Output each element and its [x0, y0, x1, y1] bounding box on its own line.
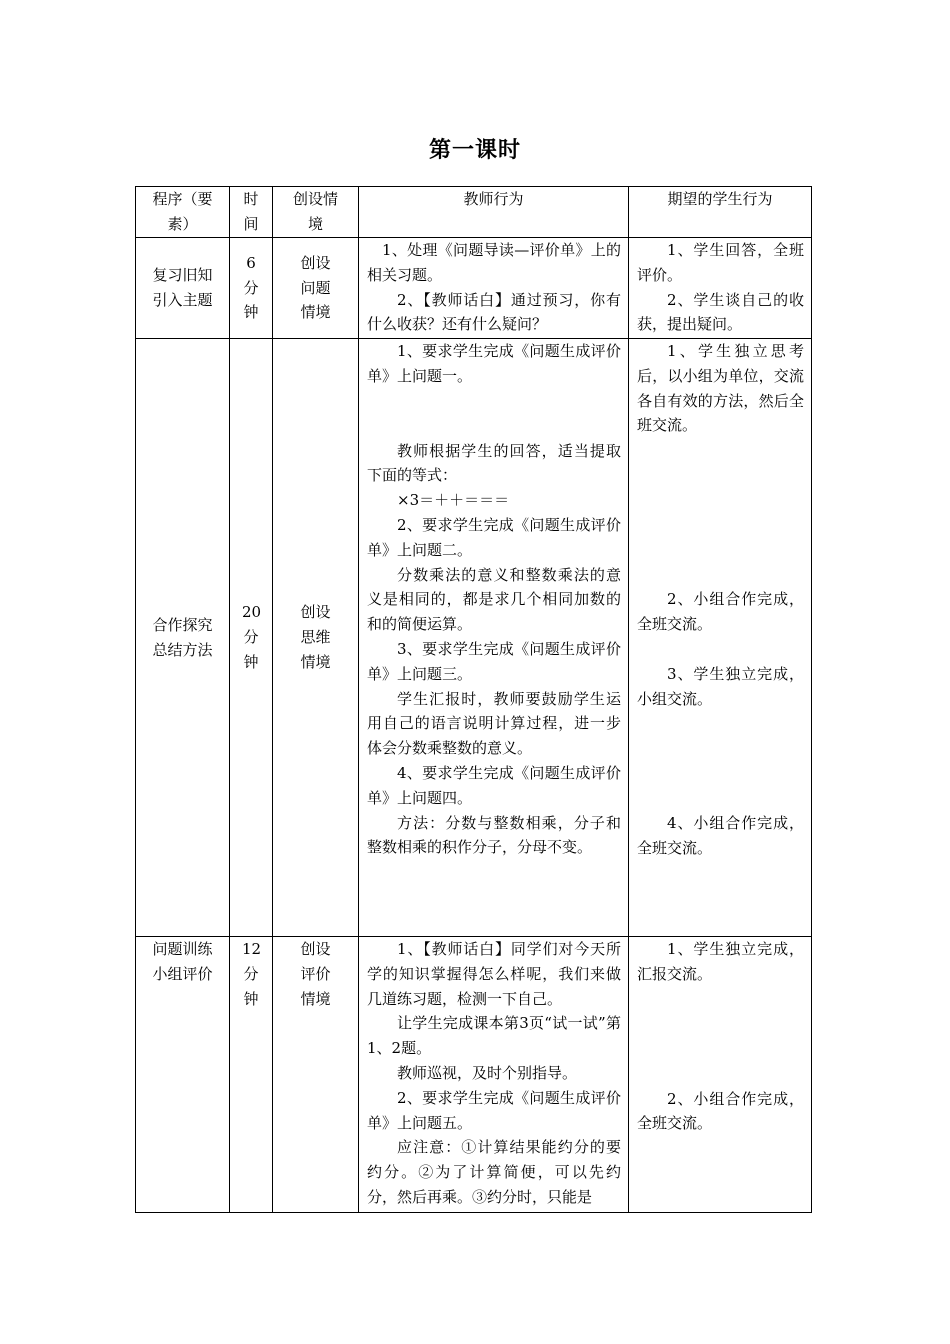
- student-line: 1、学生回答，全班评价。: [637, 241, 804, 284]
- cell-student: [629, 339, 812, 937]
- teacher-line: 1、要求学生完成《问题生成评价单》上问题一。: [367, 342, 621, 385]
- cell-teacher: [359, 238, 629, 339]
- student-line: 3、学生独立完成，小组交流。: [637, 664, 804, 708]
- header-procedure: 程序（要素）: [136, 187, 230, 238]
- cell-time: 6分钟: [230, 238, 273, 339]
- teacher-line: 应注意：①计算结果能约分的要约分。②为了计算简便，可以先约分，然后再乘。③约分时，只能是: [367, 1138, 621, 1206]
- header-student: 期望的学生行为: [629, 187, 812, 238]
- teacher-line: 1、处理《问题导读—评价单》上的相关习题。: [367, 241, 621, 284]
- header-time: 时间: [230, 187, 273, 238]
- teacher-line: 3、要求学生完成《问题生成评价单》上问题三。: [367, 639, 621, 683]
- teacher-line: ×3＝＋＋＝＝＝: [397, 491, 510, 510]
- cell-procedure: 复习旧知引入主题: [136, 238, 230, 339]
- cell-student: [629, 937, 812, 1213]
- cell-procedure: 合作探究总结方法: [136, 339, 230, 937]
- teacher-line: 2、【教师话白】通过预习，你有什么收获？还有什么疑问？: [367, 290, 621, 334]
- teacher-line: 教师巡视，及时个别指导。: [397, 1063, 578, 1082]
- table-row: [136, 238, 812, 339]
- student-line: 4、小组合作完成，全班交流。: [637, 814, 804, 858]
- teacher-line: 让学生完成课本第3页“试一试”第1、2题。: [367, 1014, 621, 1058]
- teacher-line: 学生汇报时，教师要鼓励学生运用自己的语言说明计算过程，进一步体会分数乘整数的意义。: [367, 689, 621, 758]
- cell-teacher: [359, 937, 629, 1213]
- student-line: 2、学生谈自己的收获，提出疑问。: [637, 290, 804, 334]
- cell-student: [629, 238, 812, 339]
- cell-procedure: 问题训练小组评价: [136, 937, 230, 1213]
- cell-time: 12分钟: [230, 937, 273, 1213]
- cell-time: 20分钟: [230, 339, 273, 937]
- cell-scenario: 创设评价情境: [273, 937, 359, 1213]
- student-line: 2、小组合作完成，全班交流。: [637, 1089, 804, 1133]
- teacher-line: 2、要求学生完成《问题生成评价单》上问题二。: [367, 515, 621, 559]
- teacher-line: 教师根据学生的回答，适当提取下面的等式：: [367, 441, 621, 485]
- header-scenario: 创设情境: [273, 187, 359, 238]
- cell-scenario: 创设问题情境: [273, 238, 359, 339]
- header-teacher: 教师行为: [359, 187, 629, 238]
- table-row: [136, 339, 812, 937]
- teacher-line: 2、要求学生完成《问题生成评价单》上问题五。: [367, 1088, 621, 1132]
- teacher-line: 分数乘法的意义和整数乘法的意义是相同的，都是求几个相同加数的和的简便运算。: [367, 565, 621, 634]
- cell-teacher: [359, 339, 629, 937]
- lesson-plan-table: [135, 186, 812, 1213]
- cell-scenario: 创设思维情境: [273, 339, 359, 937]
- page-title: 第一课时: [428, 137, 521, 163]
- teacher-line: 1、【教师话白】同学们对今天所学的知识掌握得怎么样呢，我们来做几道练习题，检测一下自己。: [367, 940, 621, 1008]
- student-line: 1、学生独立完成，汇报交流。: [637, 940, 804, 983]
- table-header-row: [136, 187, 812, 238]
- teacher-line: 4、要求学生完成《问题生成评价单》上问题四。: [367, 763, 621, 807]
- student-line: 1、学生独立思考后，以小组为单位，交流各自有效的方法，然后全班交流。: [637, 342, 804, 435]
- table-row: [136, 937, 812, 1213]
- student-line: 2、小组合作完成，全班交流。: [637, 590, 804, 633]
- teacher-line: 方法：分数与整数相乘，分子和整数相乘的积作分子，分母不变。: [367, 813, 621, 857]
